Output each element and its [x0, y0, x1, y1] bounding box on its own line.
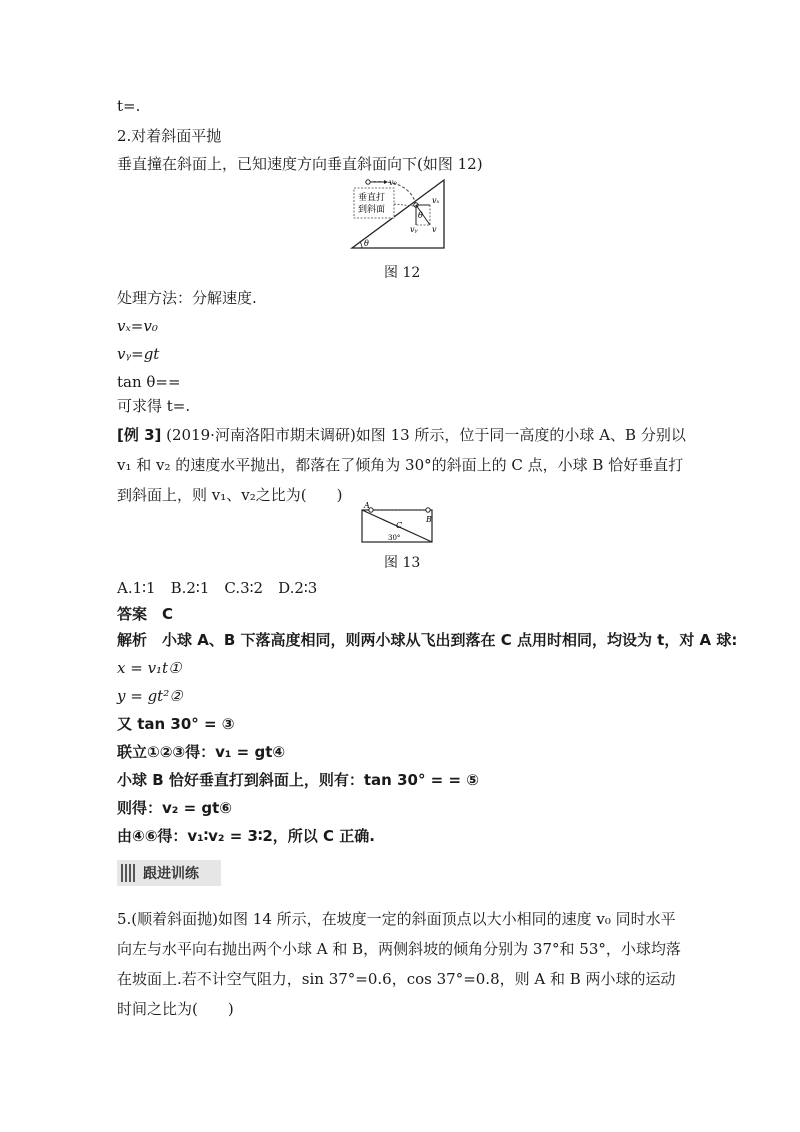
label-b: B	[426, 515, 432, 524]
follow-up-banner	[117, 860, 221, 886]
problem-5: 5.(顺着斜面抛)如图 14 所示，在坡度一定的斜面顶点以大小相同的速度 v₀ 同时水平向左与水平向右抛出两个小球 A 和 B，两侧斜坡的倾角分别为 37°和 53°，小球均落在坡面上.若不计空气阻力，sin 37°=0.6，cos 37°=0.8，则 A 和 B 两小球的运动时间之比为( )	[117, 910, 681, 1018]
analysis-line-7: 则得：v₂ = gt⑥	[117, 799, 232, 817]
ball-b	[426, 508, 430, 512]
example-text: (2019·河南洛阳市期末调研)如图 13 所示，位于同一高度的小球 A、B 分别以 v₁ 和 v₂ 的速度水平抛出，都落在了倾角为 30°的斜面上的 C 点，小球 B 恰好垂直打到斜面上，则 v₁、v₂之比为( )	[117, 426, 686, 504]
figure-13	[360, 502, 440, 544]
analysis-line-8: 由④⑥得：v₁∶v₂ = 3∶2，所以 C 正确.	[117, 827, 375, 845]
section-2-description: 垂直撞在斜面上，已知速度方向垂直斜面向下(如图 12)	[117, 155, 483, 173]
section-2-title: 2.对着斜面平抛	[117, 127, 222, 145]
callout-line2: 到斜面	[358, 205, 386, 215]
label-theta-base: θ	[364, 239, 369, 248]
ball-start	[366, 180, 370, 184]
analysis-line-6: 小球 B 恰好垂直打到斜面上，则有：tan 30° = = ⑤	[117, 771, 479, 789]
banner-stripes-icon	[121, 864, 135, 882]
analysis-line-1: 解析 小球 A、B 下落高度相同，则两小球从飞出到落在 C 点用时相同，均设为 t，对 A 球:	[117, 631, 738, 649]
analysis-line-5: 联立①②③得：v₁ = gt④	[117, 743, 286, 761]
callout-line1: 垂直打	[358, 193, 386, 203]
label-v0: v₀	[389, 178, 397, 187]
banner-label: 跟进训练	[143, 866, 199, 882]
figure-12-caption: 图 12	[384, 265, 421, 281]
base-angle-arc	[360, 242, 362, 248]
line-t-equals: t=.	[117, 97, 141, 115]
analysis-line-2: x = v₁t①	[117, 659, 182, 677]
figure-12	[350, 176, 450, 254]
label-v: v	[432, 225, 437, 234]
answer-line: 答案 C	[117, 605, 174, 623]
analysis-line-3: y = gt²②	[117, 687, 183, 705]
example-tag: [例 3]	[117, 426, 162, 444]
equation-vx: vₓ=v₀	[117, 317, 158, 335]
label-c: C	[396, 521, 403, 530]
answer-options: A.1∶1 B.2∶1 C.3∶2 D.2∶3	[117, 579, 318, 597]
equation-tan: tan θ==	[117, 373, 181, 391]
equation-vy: vᵧ=gt	[117, 345, 160, 363]
label-vx: vₓ	[432, 196, 440, 205]
label-theta-box: θ	[418, 211, 423, 220]
label-angle: 30°	[388, 534, 401, 542]
analysis-line-4: 又 tan 30° = ③	[117, 715, 235, 733]
figure-13-caption: 图 13	[384, 555, 421, 571]
example-3	[117, 420, 687, 510]
v0-arrow-head	[384, 180, 388, 184]
equation-t: 可求得 t=.	[117, 397, 191, 415]
method-line: 处理方法：分解速度.	[117, 289, 257, 307]
label-vy: vᵧ	[410, 225, 418, 234]
label-a: A	[364, 502, 370, 510]
